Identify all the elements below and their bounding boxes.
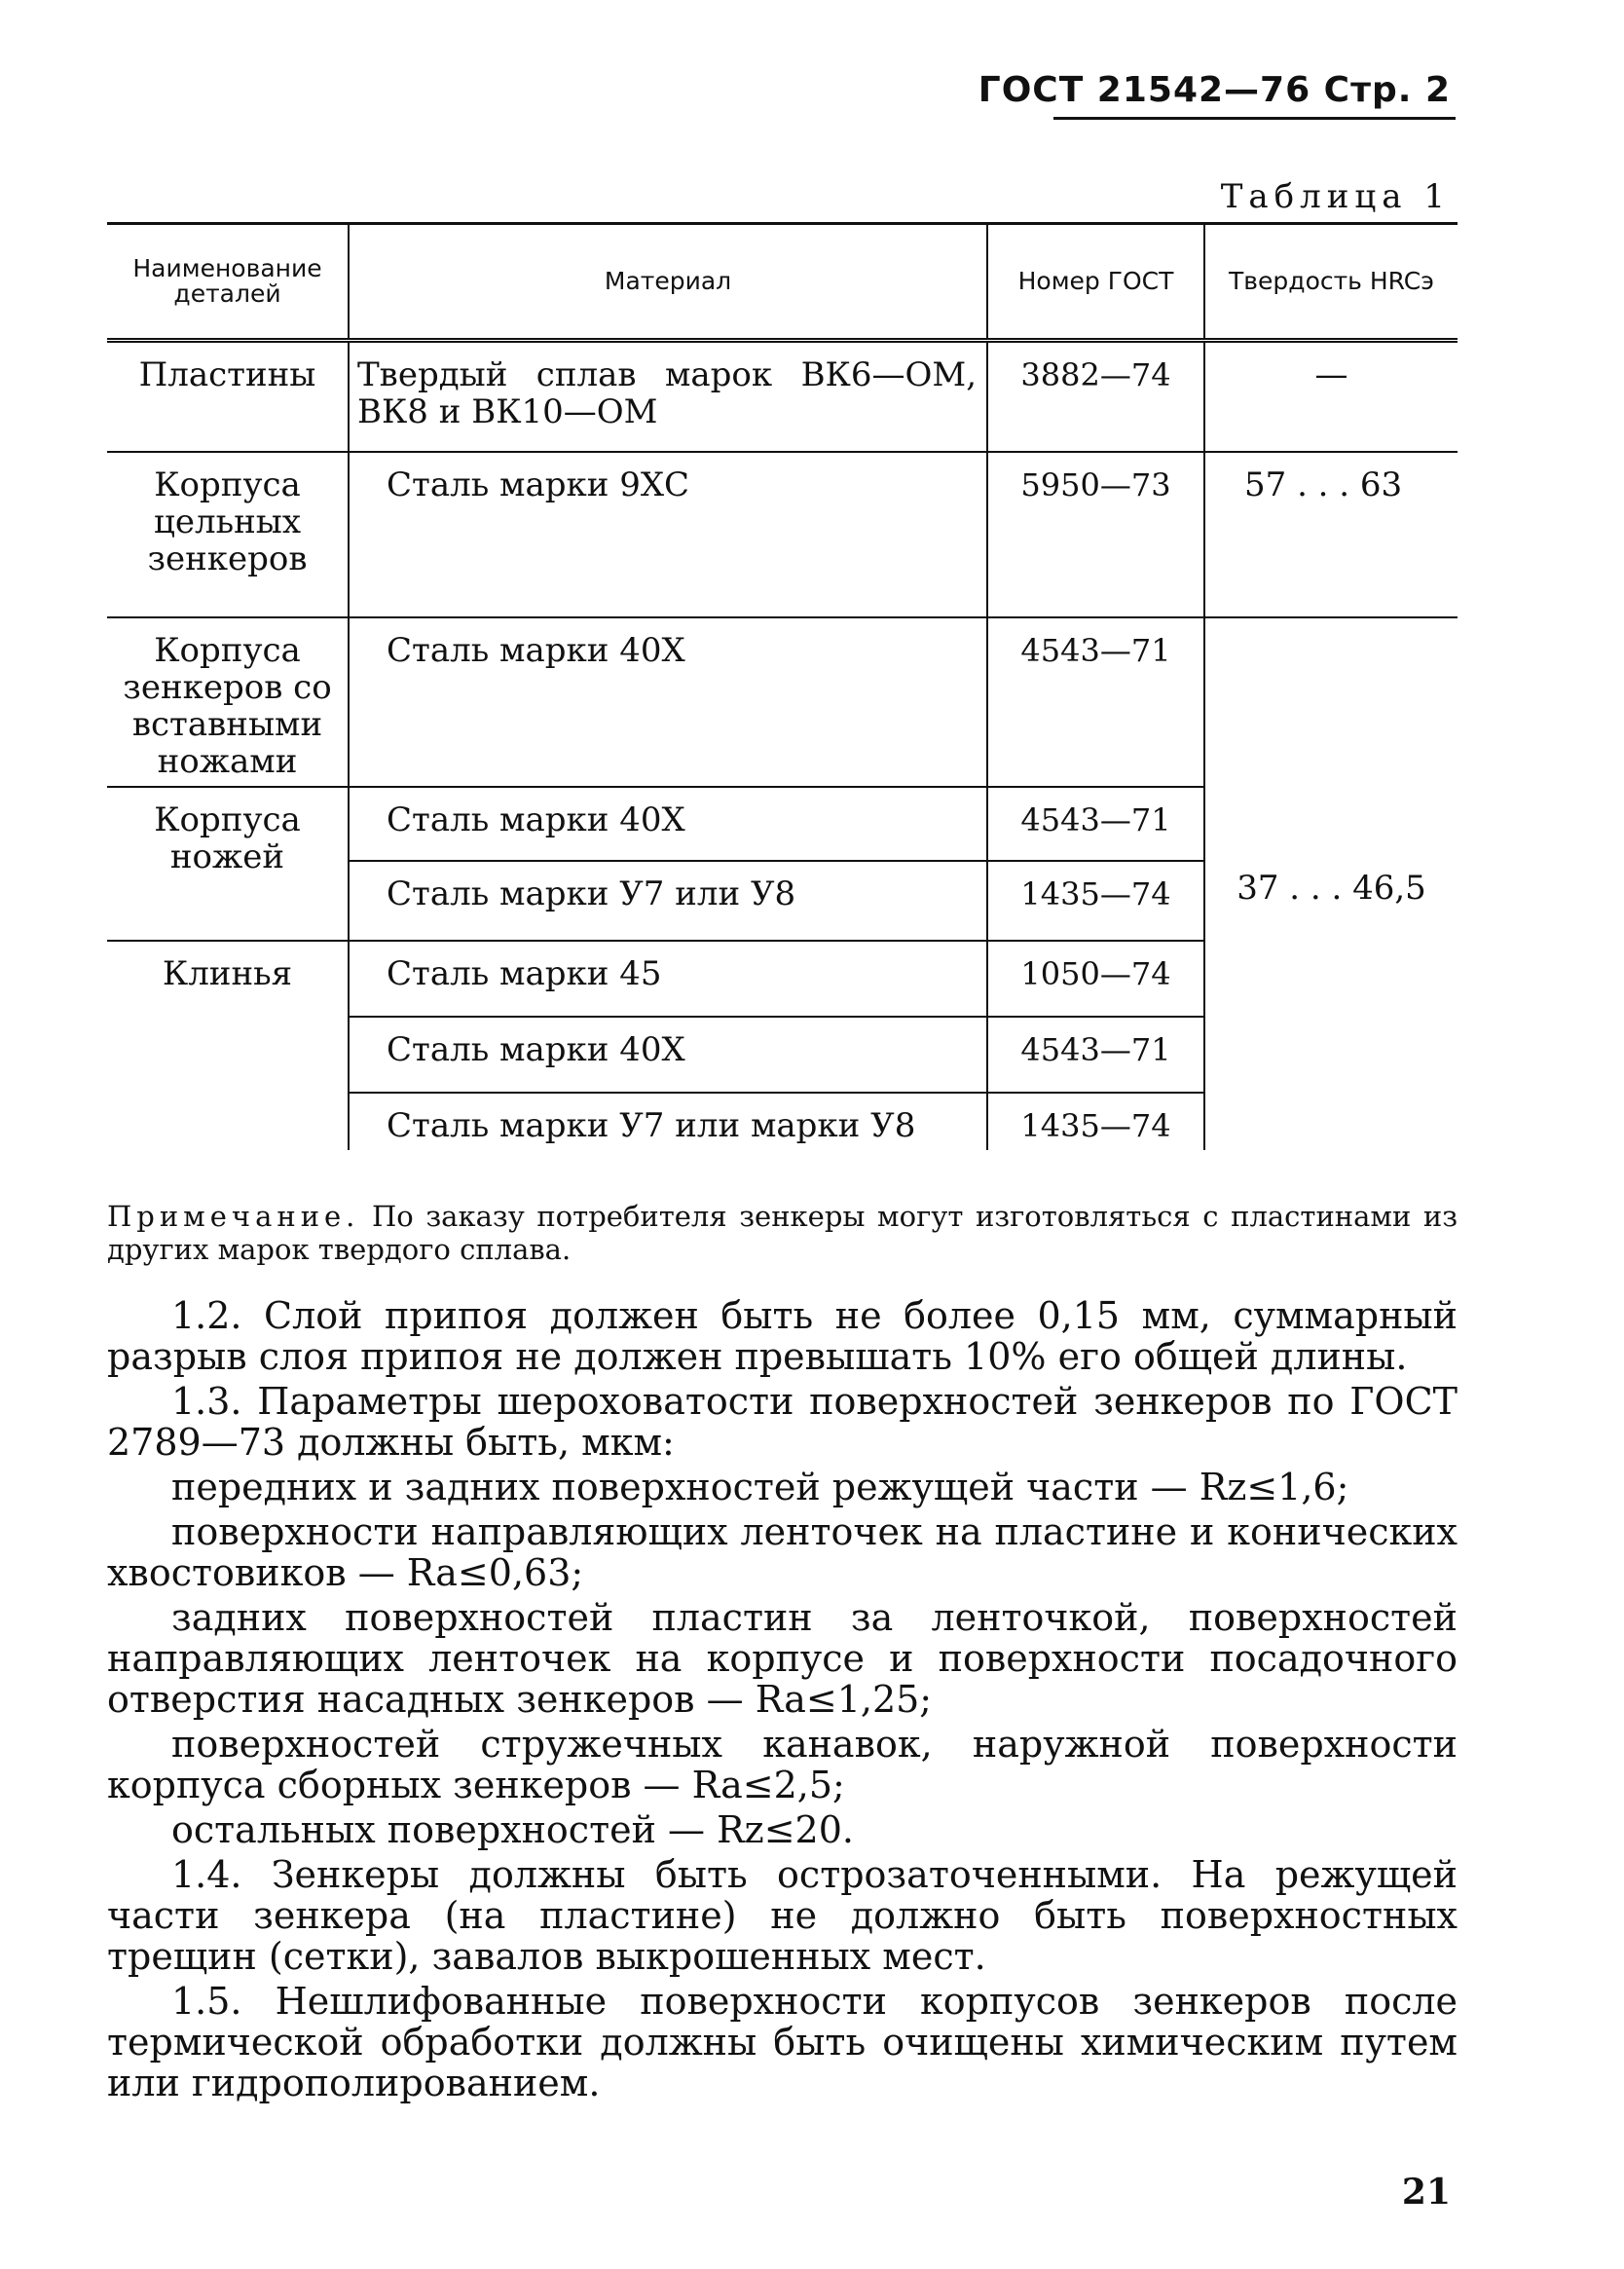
materials-table	[107, 222, 1458, 1150]
clause-1-4: 1.4. Зенкеры должны быть острозаточенными. На режущей части зенкера (на пластине) не должно быть поверхностных трещин (сетки), завалов выкрошенных мест.	[107, 1853, 1458, 1978]
row-solid-gost: 5950—73	[987, 452, 1204, 617]
shared-hardness: 37 . . . 46,5	[1236, 868, 1426, 908]
table-header-row	[107, 224, 1458, 341]
clause-1-3-a: передних и задних поверхностей режущей части — Rz≤1,6;	[171, 1466, 1349, 1508]
row-solid-hardness: 57 . . . 63	[1244, 465, 1403, 504]
row-wedges-2-material: Сталь марки 40Х	[349, 1017, 987, 1093]
table-label: Таблица 1	[1220, 177, 1451, 216]
body-text	[107, 1295, 1458, 2107]
row-inserted-name: Корпуса зенкеров со вставными ножами	[107, 617, 349, 787]
row-wedges-1-gost: 1050—74	[987, 941, 1204, 1017]
document-reference: ГОСТ 21542—76 Стр. 2	[978, 70, 1451, 110]
row-plates-material: Твердый сплав марок ВК6—ОМ, ВК8 и ВК10—ОМ	[349, 341, 987, 452]
row-wedges-2-gost: 4543—71	[987, 1017, 1204, 1093]
note-title: Примечание.	[107, 1200, 360, 1233]
row-inserted-material: Сталь марки 40Х	[349, 617, 987, 787]
row-solid-name: Корпуса цельных зенкеров	[107, 452, 349, 617]
header-gost: Номер ГОСТ	[987, 224, 1204, 341]
row-inserted-gost: 4543—71	[987, 617, 1204, 787]
header-rule	[1053, 117, 1456, 120]
row-knives-2-material: Сталь марки У7 или У8	[349, 861, 987, 941]
row-knives-1-gost: 4543—71	[987, 787, 1204, 861]
row-plates-gost: 3882—74	[987, 341, 1204, 452]
note-text: По заказу потребителя зенкеры могут изготовляться с пластинами из других марок твердого сплава.	[107, 1200, 1458, 1266]
header-hardness: Твердость HRCэ	[1229, 267, 1434, 295]
row-wedges-1-material: Сталь марки 45	[349, 941, 987, 1017]
row-wedges-name: Клинья	[107, 941, 349, 1150]
page-number: 21	[1401, 2172, 1451, 2213]
row-plates-name: Пластины	[107, 341, 349, 452]
table-note	[107, 1200, 1458, 1266]
header-name: Наименование деталей	[107, 224, 349, 341]
clause-1-3-e: остальных поверхностей — Rz≤20.	[171, 1808, 854, 1851]
clause-1-2: 1.2. Слой припоя должен быть не более 0,15 мм, суммарный разрыв слоя припоя не должен превышать 10% его общей длины.	[107, 1294, 1458, 1378]
clause-1-5: 1.5. Нешлифованные поверхности корпусов зенкеров после термической обработки должны быть очищены химическим путем или гидрополированием.	[107, 1980, 1458, 2104]
header-material: Материал	[349, 224, 987, 341]
row-plates-hardness: —	[1314, 355, 1348, 394]
row-solid-material: Сталь марки 9ХС	[349, 452, 987, 617]
row-knives-name: Корпуса ножей	[107, 787, 349, 941]
clause-1-3-b: поверхности направляющих ленточек на пластине и конических хвостовиков — Ra≤0,63;	[107, 1510, 1458, 1594]
clause-1-3: 1.3. Параметры шероховатости поверхностей зенкеров по ГОСТ 2789—73 должны быть, мкм:	[107, 1380, 1458, 1464]
clause-1-3-c: задних поверхностей пластин за ленточкой, поверхностей направляющих ленточек на корпусе и поверхности посадочного отверстия насадных зенкеров — Ra≤1,25;	[107, 1596, 1458, 1721]
table-row	[107, 341, 1458, 452]
table-row	[107, 452, 1458, 617]
row-knives-2-gost: 1435—74	[987, 861, 1204, 941]
table-row	[107, 617, 1458, 787]
row-knives-1-material: Сталь марки 40Х	[349, 787, 987, 861]
row-wedges-3-material: Сталь марки У7 или марки У8	[349, 1093, 987, 1150]
row-wedges-3-gost: 1435—74	[987, 1093, 1204, 1150]
clause-1-3-d: поверхностей стружечных канавок, наружной поверхности корпуса сборных зенкеров — Ra≤2,5;	[107, 1723, 1458, 1806]
